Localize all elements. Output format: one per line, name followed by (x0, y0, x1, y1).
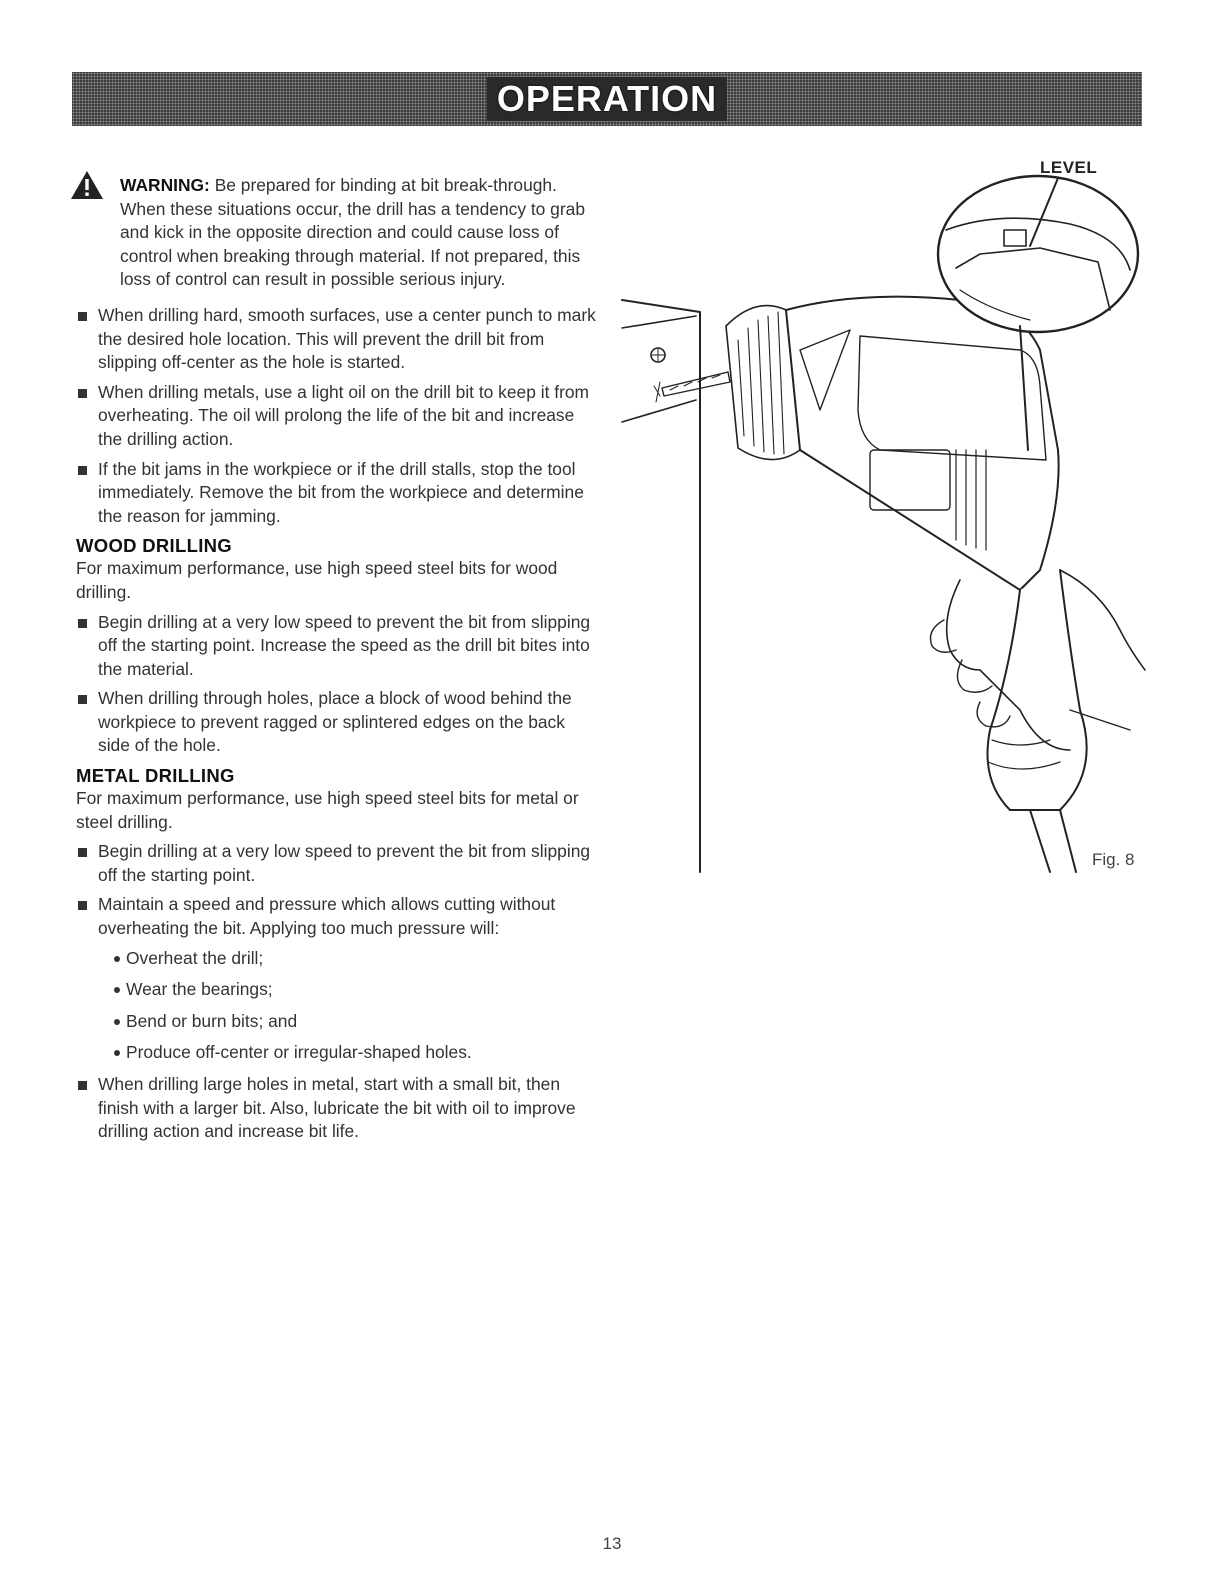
warning-triangle-icon (70, 170, 104, 200)
section-banner (72, 72, 1142, 126)
wood-drilling-intro: For maximum performance, use high speed steel bits for wood drilling. (76, 558, 558, 602)
list-item: If the bit jams in the workpiece or if the drill stalls, stop the tool immediately. Remove the bit from the workpiece and determine the reason for jamming. (76, 458, 596, 529)
warning-text: Be prepared for binding at bit break-through. When these situations occur, the drill has a tendency to grab and kick in the opposite direction and could cause loss of control when breaking through material. If not prepared, this loss of control can result in possible serious injury. (120, 175, 585, 290)
metal-bullet-list (76, 840, 596, 1144)
text-column (76, 174, 596, 1150)
list-item (76, 893, 596, 1065)
metal-drilling-heading: METAL DRILLING (76, 765, 235, 787)
list-item: When drilling large holes in metal, start with a small bit, then finish with a larger bit. Also, lubricate the bit with oil to improve drilling action and increase bit life. (76, 1073, 596, 1144)
sub-list-item: Produce off-center or irregular-shaped holes. (114, 1041, 596, 1065)
figure-caption: Fig. 8 (1092, 850, 1135, 869)
list-item: When drilling hard, smooth surfaces, use a center punch to mark the desired hole location. This will prevent the drill bit from slipping off-center as the hole is started. (76, 304, 596, 375)
metal-drilling-intro: For maximum performance, use high speed steel bits for metal or steel drilling. (76, 788, 579, 832)
drill-illustration (600, 150, 1160, 890)
section-title: OPERATION (487, 77, 727, 121)
list-item: Begin drilling at a very low speed to prevent the bit from slipping off the starting point. Increase the speed as the drill bit bites into the material. (76, 611, 596, 682)
page-number: 13 (602, 1534, 622, 1553)
sub-list-item: Overheat the drill; (114, 947, 596, 971)
figure-level-label: LEVEL (1040, 158, 1098, 177)
list-item: When drilling metals, use a light oil on the drill bit to keep it from overheating. The oil will prolong the life of the bit and increase the drilling action. (76, 381, 596, 452)
wood-bullet-list (76, 611, 596, 759)
warning-block (76, 174, 596, 292)
sub-bullet-list (98, 947, 596, 1065)
wood-drilling-heading: WOOD DRILLING (76, 535, 232, 557)
list-item: Begin drilling at a very low speed to prevent the bit from slipping off the starting point. (76, 840, 596, 887)
sub-list-item: Bend or burn bits; and (114, 1010, 596, 1034)
sub-list-item: Wear the bearings; (114, 978, 596, 1002)
list-item-text: Maintain a speed and pressure which allows cutting without overheating the bit. Applying too much pressure will: (98, 894, 556, 939)
list-item: When drilling through holes, place a block of wood behind the workpiece to prevent ragged or splintered edges on the back side of the hole. (76, 687, 596, 758)
warning-label: WARNING: (120, 175, 210, 195)
drill-figure (600, 150, 1160, 890)
general-bullet-list (76, 304, 596, 528)
